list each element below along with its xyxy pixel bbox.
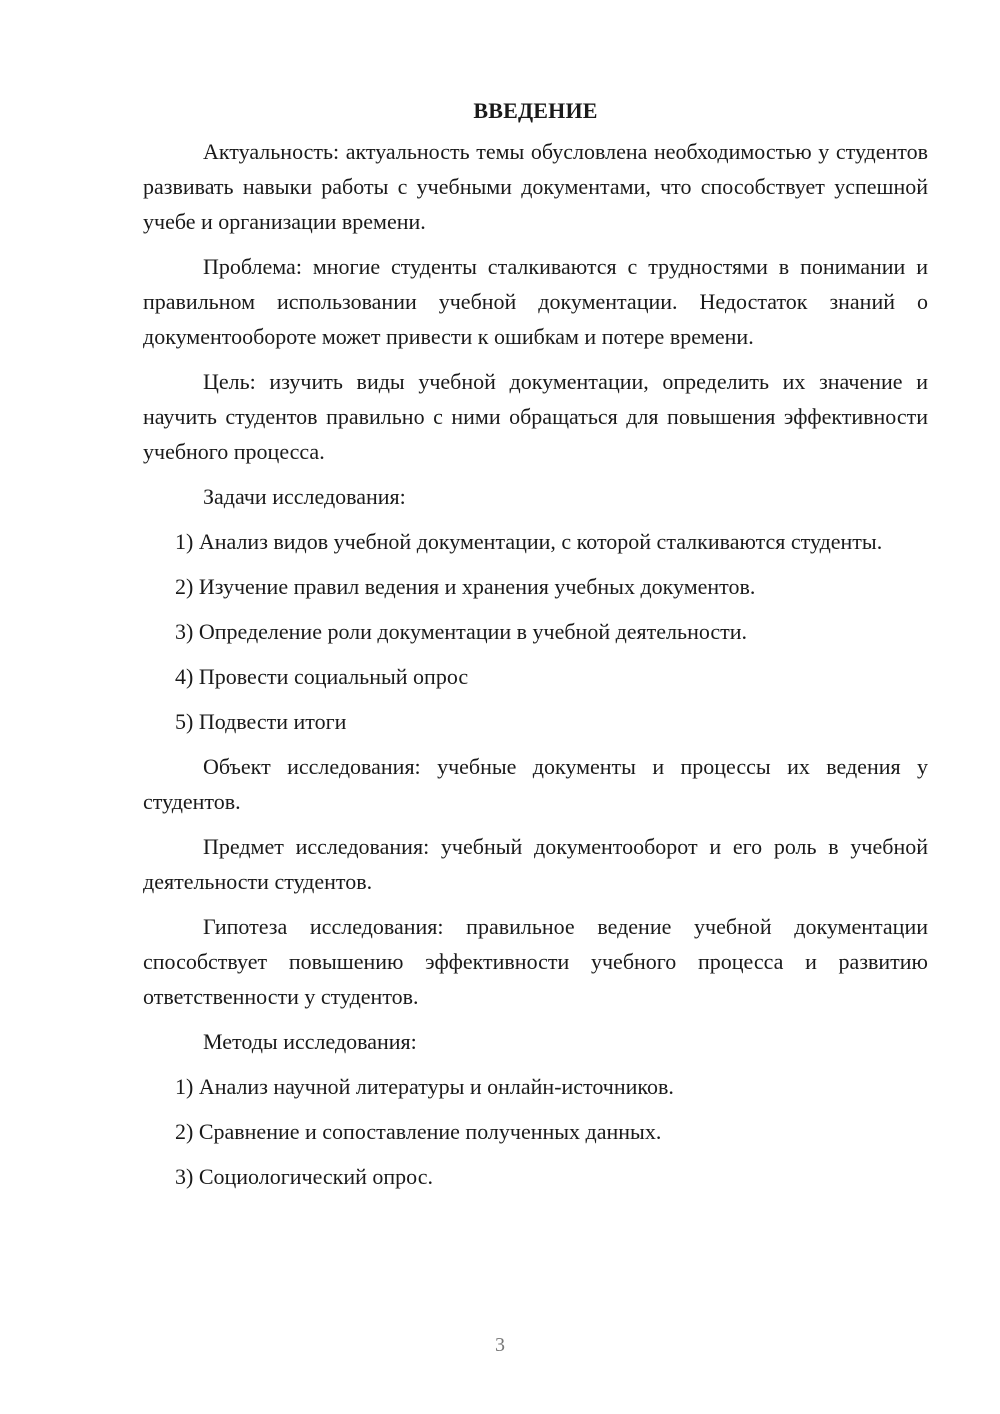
relevance-paragraph: Актуальность: актуальность темы обусловлена необходимостью у студентов развивать навыки работы с учебными документами, что способствует успешной учебе и организации времени.	[143, 139, 928, 234]
task-item: 3) Определение роли документации в учебной деятельности.	[175, 619, 748, 644]
task-item: 5) Подвести итоги	[175, 709, 347, 734]
subject-paragraph: Предмет исследования: учебный документооборот и его роль в учебной деятельности студентов.	[143, 834, 928, 894]
methods-heading: Методы исследования:	[203, 1029, 417, 1054]
task-item: 4) Провести социальный опрос	[175, 664, 469, 689]
goal-paragraph: Цель: изучить виды учебной документации, определить их значение и научить студентов правильно с ними обращаться для повышения эффективности учебного процесса.	[143, 369, 928, 464]
page-title: ВВЕДЕНИЕ	[473, 98, 598, 123]
object-paragraph: Объект исследования: учебные документы и процессы их ведения у студентов.	[143, 754, 928, 814]
page-content	[143, 96, 928, 1204]
tasks-heading: Задачи исследования:	[203, 484, 406, 509]
problem-paragraph: Проблема: многие студенты сталкиваются с трудностями в понимании и правильном использовании учебной документации. Недостаток знаний о документообороте может привести к ошибкам и потере времени.	[143, 254, 928, 349]
hypothesis-paragraph: Гипотеза исследования: правильное ведение учебной документации способствует повышению эффективности учебного процесса и развитию ответственности у студентов.	[143, 914, 928, 1009]
task-item: 1) Анализ видов учебной документации, с которой сталкиваются студенты.	[175, 529, 883, 554]
method-item: 2) Сравнение и сопоставление полученных данных.	[175, 1119, 662, 1144]
task-item: 2) Изучение правил ведения и хранения учебных документов.	[175, 574, 756, 599]
method-item: 1) Анализ научной литературы и онлайн-источников.	[175, 1074, 674, 1099]
page-number: 3	[495, 1334, 505, 1356]
method-item: 3) Социологический опрос.	[175, 1164, 433, 1189]
